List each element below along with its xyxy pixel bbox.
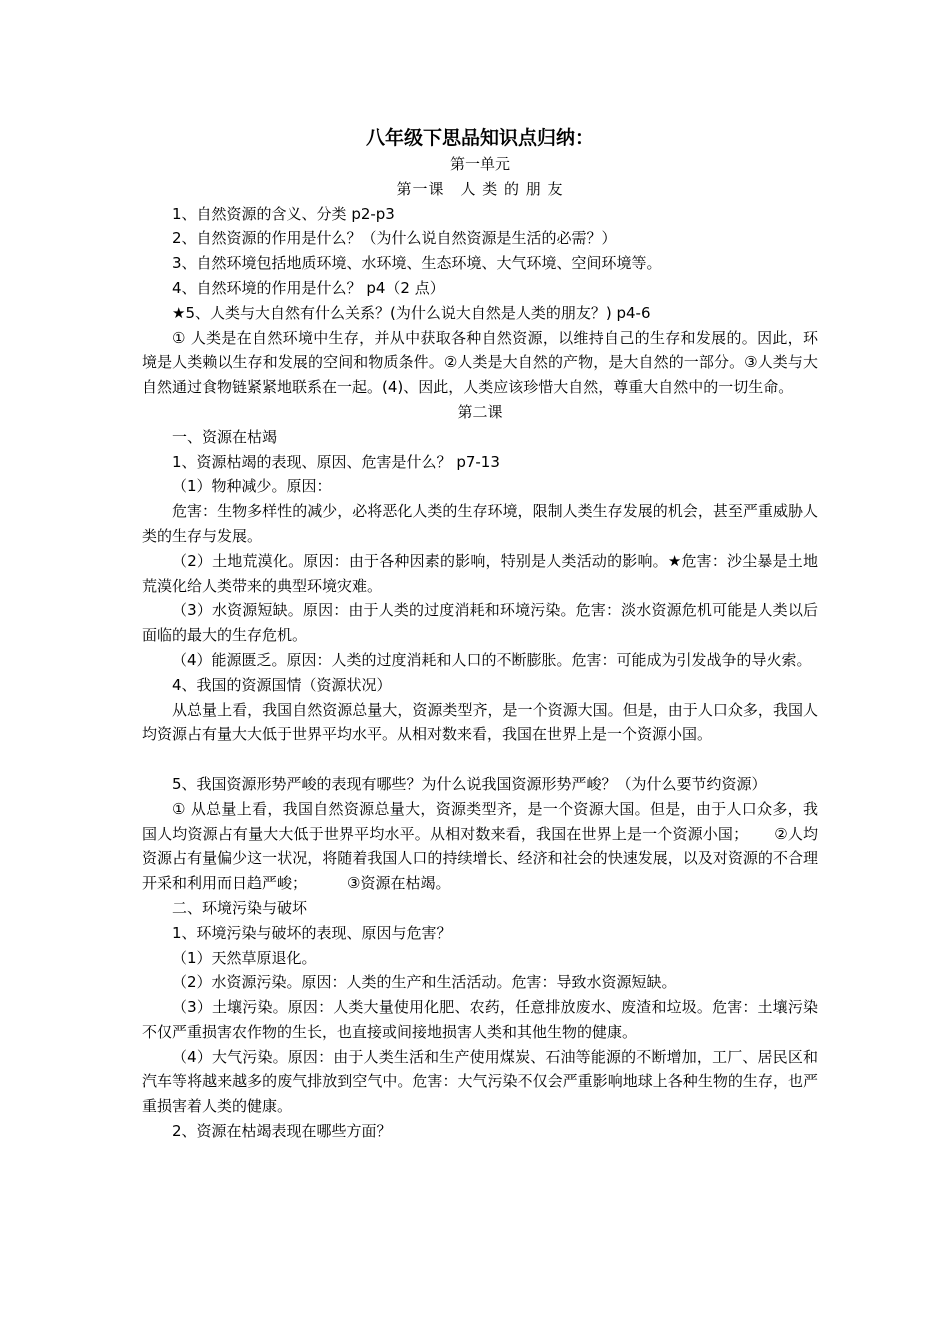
lesson-1-answer: ① 人类是在自然环境中生存，并从中获取各种自然资源，以维持自己的生存和发展的。因此，环境是人类赖以生存和发展的空间和物质条件。②人类是大自然的产物，是大自然的一部分。③人类与大自然通过食物链紧紧地联系在一起。(4)、因此，人类应该珍惜大自然，尊重大自然中的一切生命。	[142, 328, 818, 397]
lesson-1-item-5: ★5、人类与大自然有什么关系？(为什么说大自然是人类的朋友？) p4-6	[172, 303, 651, 322]
section-2-item-4: （4）大气污染。原因：由于人类生活和生产使用煤炭、石油等能源的不断增加，工厂、居民区和汽车等将越来越多的废气排放到空气中。危害：大气污染不仅会严重影响地球上各种生物的生存，也严重损害着人类的健康。	[142, 1047, 818, 1116]
question-5-answer-part-1: ① 从总量上看，我国自然资源总量大，资源类型齐，是一个资源大国。但是，由于人口众多，我国人均资源占有量大大低于世界平均水平。从相对数来看，我国在世界上是一个资源小国；	[142, 799, 818, 843]
question-5-answer	[142, 797, 818, 896]
section-2-title: 二、环境污染与破坏	[172, 898, 308, 917]
blank-line	[142, 747, 818, 772]
question-1-item-1: （1）物种减少。原因：	[172, 477, 332, 496]
question-4: 4、我国的资源国情（资源状况）	[172, 675, 392, 694]
lesson-1-item-2: 2、自然资源的作用是什么？（为什么说自然资源是生活的必需？）	[172, 229, 617, 248]
section-2-item-2: （2）水资源污染。原因：人类的生产和生活活动。危害：导致水资源短缺。	[172, 973, 677, 992]
section-2-item-3: （3）土壤污染。原因：人类大量使用化肥、农药，任意排放废水、废渣和垃圾。危害：土壤污染不仅严重损害农作物的生长，也直接或间接地损害人类和其他生物的健康。	[142, 998, 818, 1041]
section-1-title: 一、资源在枯竭	[172, 427, 278, 446]
question-1-item-1-harm: 危害：生物多样性的减少，必将恶化人类的生存环境，限制人类生存发展的机会，甚至严重威胁人类的生存与发展。	[142, 502, 818, 545]
question-4-answer: 从总量上看，我国自然资源总量大，资源类型齐，是一个资源大国。但是，由于人口众多，我国人均资源占有量大大低于世界平均水平。从相对数来看，我国在世界上是一个资源小国。	[142, 700, 818, 744]
question-1-item-2: （2）土地荒漠化。原因：由于各种因素的影响，特别是人类活动的影响。★危害：沙尘暴是土地荒漠化给人类带来的典型环境灾难。	[142, 551, 818, 595]
unit-title: 第一单元	[449, 155, 510, 173]
question-5: 5、我国资源形势严峻的表现有哪些？为什么说我国资源形势严峻？（为什么要节约资源）	[172, 774, 767, 793]
lesson-1-item-4: 4、自然环境的作用是什么？ p4（2 点）	[172, 278, 445, 297]
document-page	[142, 124, 818, 1144]
question-5-answer-part-3: ③资源在枯竭。	[347, 874, 451, 893]
section-2-question-2: 2、资源在枯竭表现在哪些方面？	[172, 1122, 392, 1141]
question-1-item-4: （4）能源匮乏。原因：人类的过度消耗和人口的不断膨胀。危害：可能成为引发战争的导火索。	[172, 650, 812, 669]
question-5-answer-part-2: ②人均资源占有量偏少这一状况，将随着我国人口的持续增长、经济和社会的快速发展，以及对资源的不合理开采和利用而日趋严峻；	[142, 824, 818, 893]
document-title: 八年级下思品知识点归纳：	[365, 127, 594, 149]
section-2-item-1: （1）天然草原退化。	[172, 948, 317, 967]
question-1: 1、资源枯竭的表现、原因、危害是什么？ p7-13	[172, 452, 500, 471]
lesson-1-title: 第一课 人 类 的 朋 友	[396, 179, 564, 198]
lesson-2-title: 第二课	[457, 402, 503, 421]
lesson-1-item-1: 1、自然资源的含义、分类 p2-p3	[172, 204, 395, 223]
question-1-item-3: （3）水资源短缺。原因：由于人类的过度消耗和环境污染。危害：淡水资源危机可能是人类以后面临的最大的生存危机。	[142, 601, 818, 645]
section-2-question-1: 1、环境污染与破坏的表现、原因与危害？	[172, 923, 452, 942]
lesson-1-item-3: 3、自然环境包括地质环境、水环境、生态环境、大气环境、空间环境等。	[172, 254, 662, 273]
